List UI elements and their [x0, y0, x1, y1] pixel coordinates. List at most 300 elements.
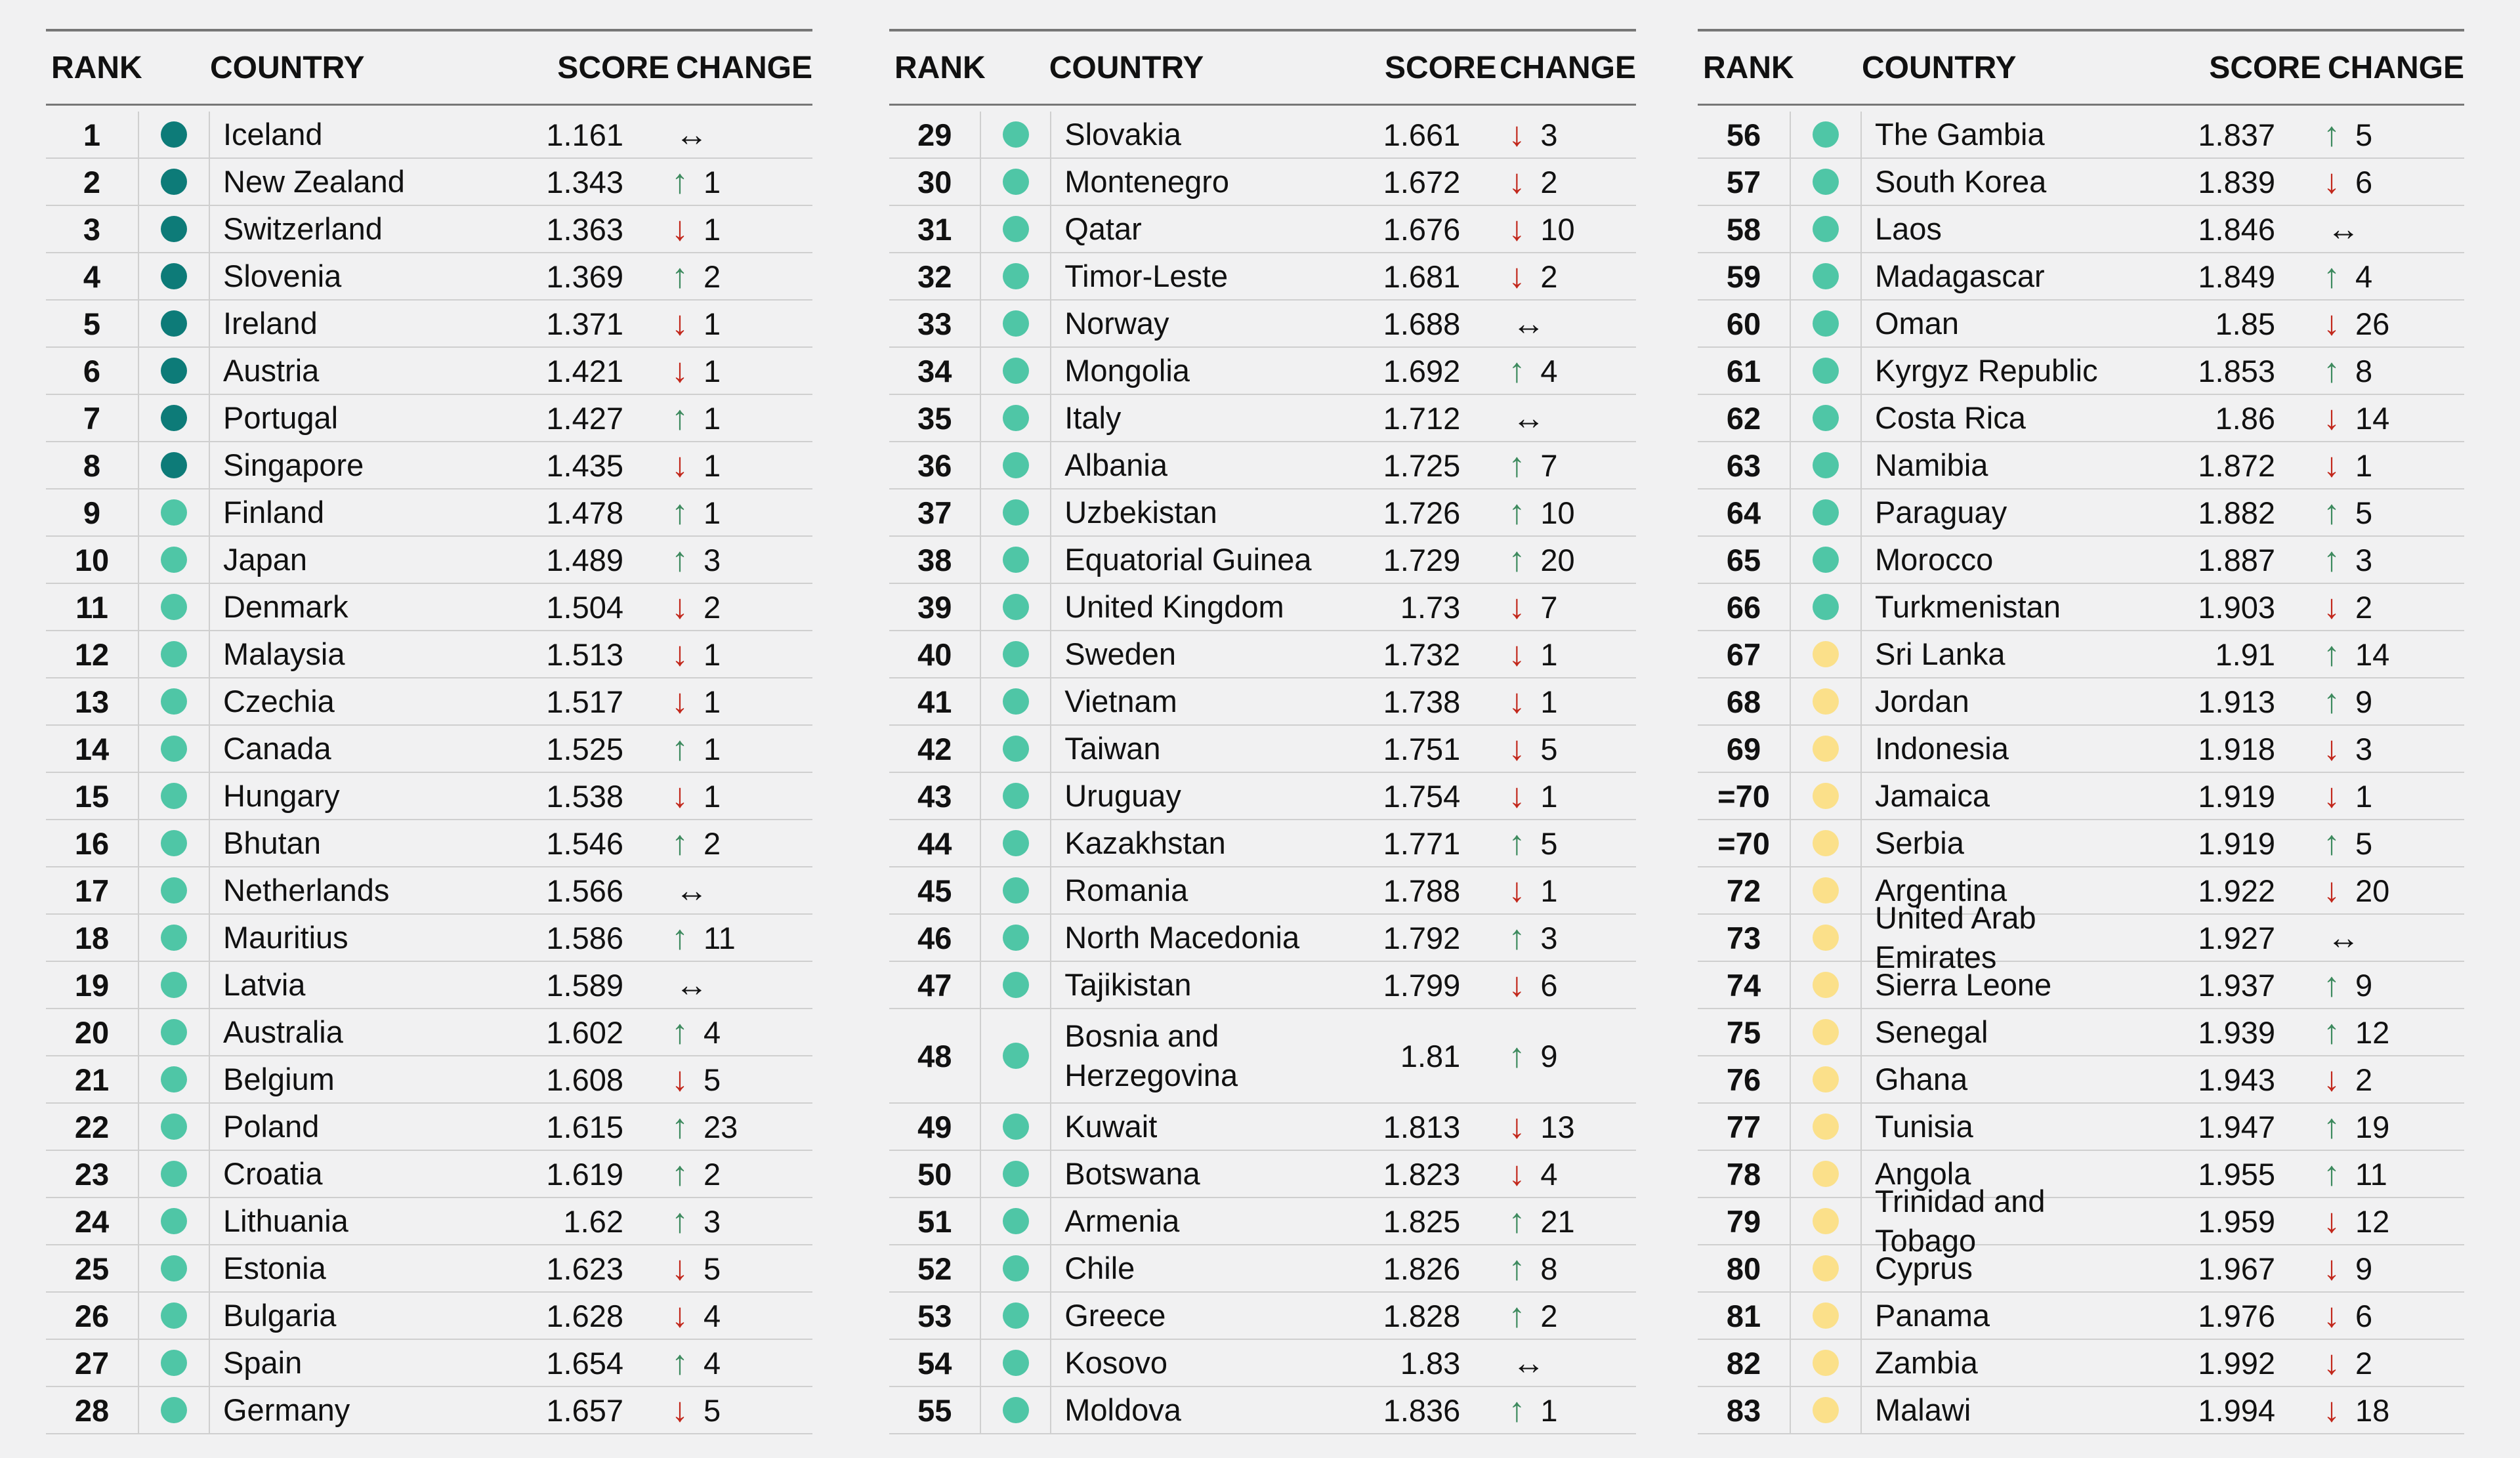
- country-cell: Morocco: [1875, 542, 1994, 577]
- change-cell: [2275, 867, 2452, 913]
- rank-cell: 50: [917, 1156, 952, 1192]
- change-cell: [2275, 1104, 2452, 1150]
- tier-cell: [138, 584, 210, 630]
- rank-cell: 56: [1726, 117, 1761, 152]
- change-value: 1: [704, 211, 721, 247]
- tier-cell: [980, 1198, 1051, 1244]
- tier-cell: [138, 206, 210, 252]
- change-cell: [2275, 820, 2452, 866]
- rank-cell: 7: [83, 400, 101, 436]
- change-header: CHANGE: [2327, 50, 2464, 85]
- table-row: [46, 348, 812, 395]
- score-cell: 1.976: [2198, 1298, 2275, 1333]
- change-value: 7: [1540, 589, 1558, 625]
- rank-cell: 47: [917, 967, 952, 1003]
- country-cell: Costa Rica: [1875, 400, 2026, 435]
- change-value: 3: [704, 542, 721, 577]
- tier-cell: [980, 1387, 1051, 1433]
- change-cell: [2275, 962, 2452, 1008]
- table-row: [889, 962, 1636, 1009]
- country-cell: Tajikistan: [1064, 967, 1192, 1002]
- country-cell: Austria: [223, 353, 320, 388]
- rank-header: RANK: [894, 50, 986, 85]
- change-cell: [2275, 1245, 2452, 1291]
- country-cell: Senegal: [1875, 1014, 1988, 1049]
- arrow-down-icon: ↓: [2323, 399, 2340, 437]
- change-cell: [2275, 395, 2452, 441]
- change-cell: [623, 1198, 801, 1244]
- tier-cell: [138, 1056, 210, 1102]
- change-value: 3: [2355, 542, 2373, 577]
- rank-cell: 46: [917, 920, 952, 955]
- country-cell: Poland: [223, 1109, 320, 1144]
- table-row: [1698, 962, 2464, 1009]
- change-value: 6: [2355, 1298, 2373, 1333]
- tier-cell: [980, 1104, 1051, 1150]
- table-row: [889, 631, 1636, 678]
- country-cell: Argentina: [1875, 873, 2007, 907]
- tier-dot-icon: [1003, 1161, 1029, 1187]
- score-cell: 1.792: [1383, 920, 1461, 955]
- change-cell: [623, 1340, 801, 1386]
- score-header: SCORE: [557, 50, 669, 85]
- country-cell: Montenegro: [1064, 164, 1230, 199]
- tier-dot-icon: [1003, 310, 1029, 337]
- rank-cell: 55: [917, 1392, 952, 1428]
- change-cell: [2275, 1340, 2452, 1386]
- change-cell: [623, 159, 801, 205]
- country-cell: South Korea: [1875, 164, 2047, 199]
- country-cell: Bhutan: [223, 825, 321, 860]
- table-row: [46, 773, 812, 820]
- table-row: [889, 1387, 1636, 1434]
- score-cell: 1.85: [2215, 306, 2275, 341]
- table-row: [46, 159, 812, 206]
- arrow-up-icon: ↑: [671, 257, 688, 295]
- score-cell: 1.681: [1383, 259, 1461, 294]
- country-cell: Malaysia: [223, 636, 345, 671]
- country-cell: Croatia: [223, 1156, 323, 1191]
- table-row: [46, 867, 812, 915]
- tier-dot-icon: [1813, 736, 1839, 762]
- score-cell: 1.91: [2215, 636, 2275, 672]
- change-cell: [623, 1009, 801, 1055]
- change-value: 1: [704, 353, 721, 388]
- tier-dot-icon: [1813, 783, 1839, 809]
- arrow-up-icon: ↑: [2323, 257, 2340, 295]
- rank-cell: 20: [74, 1014, 110, 1050]
- score-cell: 1.955: [2198, 1156, 2275, 1192]
- score-cell: 1.927: [2198, 920, 2275, 955]
- score-cell: 1.959: [2198, 1203, 2275, 1239]
- rank-cell: 60: [1726, 306, 1761, 341]
- tier-dot-icon: [1003, 499, 1029, 526]
- tier-dot-icon: [1003, 169, 1029, 195]
- rank-cell: 13: [74, 684, 110, 719]
- table-row: [889, 1151, 1636, 1198]
- change-value: 1: [704, 731, 721, 766]
- tier-cell: [138, 1151, 210, 1197]
- tier-dot-icon: [1003, 1114, 1029, 1140]
- change-cell: [1460, 726, 1636, 772]
- tier-cell: [980, 159, 1051, 205]
- country-cell: Serbia: [1875, 825, 1964, 860]
- country-cell: Botswana: [1064, 1156, 1200, 1191]
- tier-dot-icon: [1813, 1161, 1839, 1187]
- change-cell: [2275, 773, 2452, 819]
- change-value: 9: [2355, 1251, 2373, 1286]
- arrow-down-icon: ↓: [1508, 257, 1526, 295]
- rank-cell: 1: [83, 117, 101, 152]
- tier-dot-icon: [1003, 877, 1029, 904]
- arrow-down-icon: ↓: [2323, 1391, 2340, 1429]
- change-cell: [1460, 1245, 1636, 1291]
- tier-dot-icon: [1813, 1350, 1839, 1376]
- change-value: 12: [2355, 1014, 2390, 1050]
- change-value: 1: [2355, 448, 2373, 483]
- change-cell: [1460, 678, 1636, 724]
- country-cell: Switzerland: [223, 211, 383, 246]
- change-cell: [623, 820, 801, 866]
- rank-cell: 36: [917, 448, 952, 483]
- change-value: 2: [2355, 1062, 2373, 1097]
- change-cell: [1460, 631, 1636, 677]
- arrow-up-icon: ↑: [2323, 824, 2340, 862]
- rank-cell: 77: [1726, 1109, 1761, 1144]
- change-value: 1: [1540, 1392, 1558, 1428]
- score-cell: 1.602: [546, 1014, 623, 1050]
- country-cell: North Macedonia: [1064, 920, 1300, 955]
- table-row: [889, 820, 1636, 867]
- table-row: [1698, 1104, 2464, 1151]
- tier-cell: [1790, 726, 1862, 772]
- tier-dot-icon: [1003, 452, 1029, 478]
- country-cell: Kyrgyz Republic: [1875, 353, 2098, 388]
- change-value: 2: [1540, 1298, 1558, 1333]
- country-cell: Timor-Leste: [1064, 259, 1228, 293]
- arrow-down-icon: ↓: [671, 588, 688, 626]
- arrow-down-icon: ↓: [671, 1060, 688, 1098]
- change-cell: [623, 301, 801, 346]
- rank-cell: 67: [1726, 636, 1761, 672]
- arrow-down-icon: ↓: [2323, 304, 2340, 343]
- tier-dot-icon: [161, 1161, 187, 1187]
- change-value: 1: [704, 684, 721, 719]
- tier-dot-icon: [1813, 1208, 1839, 1234]
- change-value: 4: [1540, 353, 1558, 388]
- change-value: 20: [2355, 873, 2390, 908]
- change-value: 5: [1540, 731, 1558, 766]
- tier-dot-icon: [161, 216, 187, 242]
- rank-cell: 22: [74, 1109, 110, 1144]
- change-value: 14: [2355, 636, 2390, 672]
- country-cell: Armenia: [1064, 1203, 1180, 1238]
- tier-cell: [138, 1198, 210, 1244]
- tier-cell: [1790, 631, 1862, 677]
- change-cell: [623, 631, 801, 677]
- table-row: [46, 1387, 812, 1434]
- tier-dot-icon: [161, 1397, 187, 1423]
- rank-cell: 5: [83, 306, 101, 341]
- tier-dot-icon: [1003, 121, 1029, 148]
- score-cell: 1.738: [1383, 684, 1461, 719]
- tier-cell: [138, 442, 210, 488]
- rank-header: RANK: [51, 50, 142, 85]
- change-value: 5: [1540, 825, 1558, 861]
- country-cell: Turkmenistan: [1875, 589, 2061, 624]
- rank-cell: 80: [1726, 1251, 1761, 1286]
- table-row: [889, 253, 1636, 301]
- country-cell: Namibia: [1875, 448, 1988, 482]
- score-cell: 1.363: [546, 211, 623, 247]
- table-row: [46, 1151, 812, 1198]
- score-cell: 1.73: [1400, 589, 1461, 625]
- change-value: 2: [704, 1156, 721, 1192]
- country-cell: Trinidad and Tobago: [1875, 1184, 2046, 1258]
- arrow-left-right-icon: ↔: [1512, 305, 1545, 342]
- tier-dot-icon: [1003, 972, 1029, 998]
- table-row: [889, 1104, 1636, 1151]
- arrow-up-icon: ↑: [2323, 541, 2340, 579]
- table-row: [889, 489, 1636, 537]
- table-row: [889, 206, 1636, 253]
- country-cell: Zambia: [1875, 1345, 1978, 1380]
- score-cell: 1.839: [2198, 164, 2275, 199]
- table-row: [1698, 253, 2464, 301]
- tier-cell: [138, 301, 210, 346]
- change-cell: [623, 442, 801, 488]
- table-row: [46, 631, 812, 678]
- tier-cell: [138, 915, 210, 961]
- table-row: [1698, 206, 2464, 253]
- rank-cell: 61: [1726, 353, 1761, 388]
- arrow-up-icon: ↑: [671, 1344, 688, 1382]
- tier-dot-icon: [161, 877, 187, 904]
- arrow-down-icon: ↓: [1508, 115, 1526, 154]
- tier-cell: [138, 1387, 210, 1433]
- arrow-up-icon: ↑: [1508, 919, 1526, 957]
- tier-cell: [980, 584, 1051, 630]
- ranking-table-3: [1698, 29, 2464, 1434]
- rank-cell: 74: [1726, 967, 1761, 1003]
- country-cell: Angola: [1875, 1156, 1971, 1191]
- table-row: [46, 253, 812, 301]
- table-row: [1698, 1293, 2464, 1340]
- table-body: [46, 112, 812, 1434]
- tier-dot-icon: [161, 783, 187, 809]
- score-cell: 1.161: [546, 117, 623, 152]
- tier-cell: [980, 112, 1051, 157]
- change-cell: [2275, 348, 2452, 394]
- score-cell: 1.586: [546, 920, 623, 955]
- table-row: [1698, 442, 2464, 489]
- country-cell: Uruguay: [1064, 778, 1181, 813]
- change-cell: [623, 1056, 801, 1102]
- country-cell: Indonesia: [1875, 731, 2009, 766]
- tier-cell: [138, 631, 210, 677]
- table-row: [889, 1293, 1636, 1340]
- arrow-down-icon: ↓: [671, 1297, 688, 1335]
- country-cell: Romania: [1064, 873, 1188, 907]
- tier-cell: [138, 112, 210, 157]
- tier-cell: [980, 1009, 1051, 1102]
- tier-dot-icon: [1003, 830, 1029, 856]
- score-cell: 1.692: [1383, 353, 1461, 388]
- change-cell: [1460, 112, 1636, 157]
- rank-cell: 17: [74, 873, 110, 908]
- country-cell: Portugal: [223, 400, 339, 435]
- country-cell: Jordan: [1875, 684, 1969, 719]
- score-cell: 1.608: [546, 1062, 623, 1097]
- change-value: 18: [2355, 1392, 2390, 1428]
- table-row: [1698, 1340, 2464, 1387]
- tier-cell: [1790, 915, 1862, 961]
- tier-dot-icon: [1003, 641, 1029, 667]
- rank-header: RANK: [1703, 50, 1794, 85]
- tier-cell: [980, 773, 1051, 819]
- country-cell: Japan: [223, 542, 308, 577]
- tier-dot-icon: [1003, 547, 1029, 573]
- change-value: 5: [2355, 117, 2373, 152]
- tier-dot-icon: [1813, 925, 1839, 951]
- change-value: 1: [704, 448, 721, 483]
- tier-cell: [980, 206, 1051, 252]
- tier-dot-icon: [161, 499, 187, 526]
- tier-cell: [138, 726, 210, 772]
- country-cell: Madagascar: [1875, 259, 2045, 293]
- table-row: [46, 442, 812, 489]
- country-cell: Bosnia and Herzegovina: [1064, 1018, 1238, 1093]
- score-cell: 1.825: [1383, 1203, 1461, 1239]
- rank-cell: 53: [917, 1298, 952, 1333]
- score-cell: 1.826: [1383, 1251, 1461, 1286]
- score-cell: 1.937: [2198, 967, 2275, 1003]
- table-row: [46, 1293, 812, 1340]
- change-cell: [1460, 1151, 1636, 1197]
- arrow-up-icon: ↑: [1508, 1037, 1526, 1075]
- country-cell: Kuwait: [1064, 1109, 1158, 1144]
- table-row: [1698, 489, 2464, 537]
- arrow-down-icon: ↓: [2323, 1060, 2340, 1098]
- arrow-down-icon: ↓: [2323, 588, 2340, 626]
- rank-cell: 49: [917, 1109, 952, 1144]
- arrow-up-icon: ↑: [671, 1155, 688, 1193]
- tier-cell: [1790, 867, 1862, 913]
- rank-cell: 35: [917, 400, 952, 436]
- tier-dot-icon: [1813, 310, 1839, 337]
- arrow-up-icon: ↑: [2323, 635, 2340, 673]
- arrow-left-right-icon: ↔: [1512, 400, 1545, 436]
- tier-cell: [1790, 584, 1862, 630]
- ranking-table-2: [889, 29, 1636, 1434]
- change-cell: [2275, 584, 2452, 630]
- tier-dot-icon: [1003, 1255, 1029, 1281]
- tier-dot-icon: [161, 641, 187, 667]
- change-cell: [2275, 159, 2452, 205]
- table-row: [46, 112, 812, 159]
- change-value: 5: [2355, 825, 2373, 861]
- change-cell: [1460, 206, 1636, 252]
- arrow-down-icon: ↓: [671, 1249, 688, 1287]
- change-value: 5: [704, 1062, 721, 1097]
- score-cell: 1.771: [1383, 825, 1461, 861]
- change-cell: [2275, 631, 2452, 677]
- rank-cell: 51: [917, 1203, 952, 1239]
- tier-dot-icon: [161, 547, 187, 573]
- table-row: [1698, 348, 2464, 395]
- change-value: 2: [2355, 589, 2373, 625]
- arrow-up-icon: ↑: [671, 919, 688, 957]
- rank-cell: 82: [1726, 1345, 1761, 1381]
- tier-cell: [138, 348, 210, 394]
- arrow-left-right-icon: ↔: [2327, 211, 2360, 247]
- arrow-down-icon: ↓: [2323, 1297, 2340, 1335]
- table-header: [889, 29, 1636, 106]
- change-value: 3: [704, 1203, 721, 1239]
- change-cell: [623, 584, 801, 630]
- score-header: SCORE: [2209, 50, 2321, 85]
- table-row: [889, 1245, 1636, 1293]
- tier-cell: [1790, 1340, 1862, 1386]
- rank-cell: 18: [74, 920, 110, 955]
- rank-cell: 54: [917, 1345, 952, 1381]
- change-cell: [623, 348, 801, 394]
- score-cell: 1.628: [546, 1298, 623, 1333]
- table-row: [889, 1340, 1636, 1387]
- change-value: 2: [704, 259, 721, 294]
- rank-cell: 10: [74, 542, 110, 577]
- change-value: 9: [1540, 1038, 1558, 1073]
- table-body: [889, 112, 1636, 1434]
- score-cell: 1.943: [2198, 1062, 2275, 1097]
- change-cell: [1460, 962, 1636, 1008]
- tier-cell: [138, 1104, 210, 1150]
- score-cell: 1.525: [546, 731, 623, 766]
- rank-cell: 12: [74, 636, 110, 672]
- country-cell: Italy: [1064, 400, 1122, 435]
- change-value: 23: [704, 1109, 738, 1144]
- change-cell: [2275, 1198, 2452, 1244]
- country-cell: Taiwan: [1064, 731, 1161, 766]
- tier-dot-icon: [1003, 925, 1029, 951]
- score-cell: 1.872: [2198, 448, 2275, 483]
- arrow-down-icon: ↓: [1508, 210, 1526, 248]
- score-cell: 1.788: [1383, 873, 1461, 908]
- change-cell: [2275, 301, 2452, 346]
- tier-cell: [138, 159, 210, 205]
- arrow-up-icon: ↑: [671, 1013, 688, 1051]
- change-cell: [623, 395, 801, 441]
- arrow-up-icon: ↑: [2323, 115, 2340, 154]
- tier-cell: [1790, 1198, 1862, 1244]
- rank-cell: 38: [917, 542, 952, 577]
- change-cell: [1460, 301, 1636, 346]
- country-cell: Slovenia: [223, 259, 342, 293]
- rank-cell: 57: [1726, 164, 1761, 199]
- change-value: 4: [2355, 259, 2373, 294]
- country-cell: Uzbekistan: [1064, 495, 1217, 530]
- change-value: 11: [2355, 1156, 2387, 1192]
- table-row: [1698, 820, 2464, 867]
- country-cell: Latvia: [223, 967, 306, 1002]
- change-value: 4: [704, 1298, 721, 1333]
- tier-cell: [138, 395, 210, 441]
- score-cell: 1.86: [2215, 400, 2275, 436]
- tier-dot-icon: [1813, 594, 1839, 620]
- change-cell: [2275, 678, 2452, 724]
- change-value: 7: [1540, 448, 1558, 483]
- tier-dot-icon: [1813, 641, 1839, 667]
